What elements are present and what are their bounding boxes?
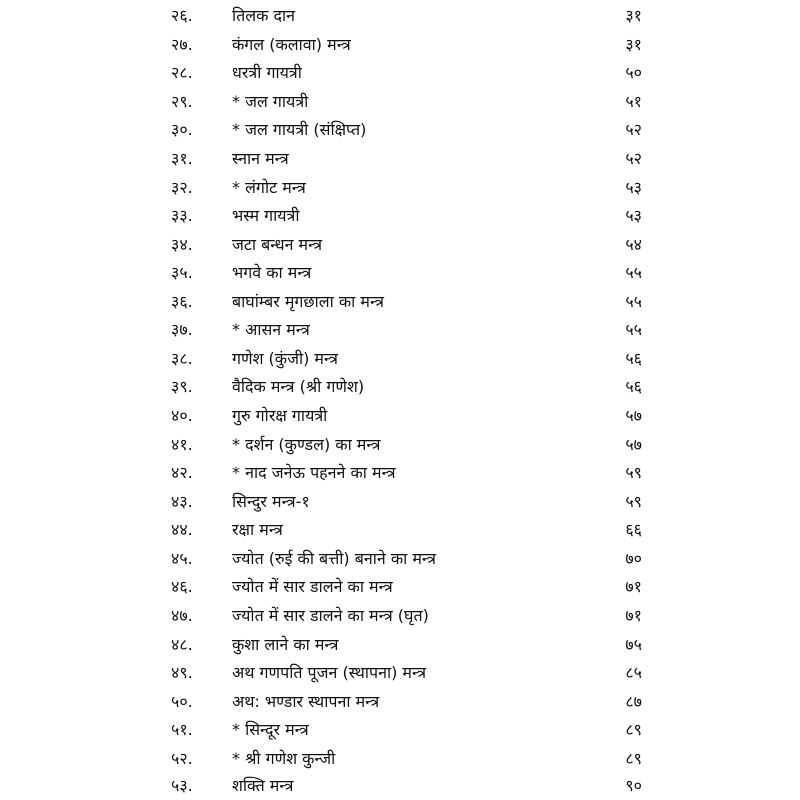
entry-page: ५६ [625, 377, 642, 396]
toc-row [0, 715, 800, 744]
entry-number: ३८. [171, 349, 193, 368]
toc-row [0, 515, 800, 544]
entry-page: ८७ [625, 692, 642, 711]
entry-number: ४६. [171, 577, 193, 596]
entry-title: * दर्शन (कुण्डल) का मन्त्र [232, 435, 381, 454]
entry-number: ४७. [171, 606, 193, 625]
toc-row [0, 1, 800, 30]
toc-row [0, 572, 800, 601]
entry-number: ४९. [171, 663, 193, 682]
entry-number: ४१. [171, 435, 193, 454]
entry-title: धरत्री गायत्री [232, 63, 302, 82]
entry-title: गुरु गोरक्ष गायत्री [232, 406, 328, 425]
entry-page: ५५ [625, 320, 642, 339]
entry-title: * नाद जनेऊ पहनने का मन्त्र [232, 463, 396, 482]
entry-title: * लंगोट मन्त्र [232, 178, 306, 197]
toc-row [0, 315, 800, 344]
entry-title: कुशा लाने का मन्त्र [232, 635, 339, 654]
toc-row [0, 115, 800, 144]
entry-page: ८९ [625, 749, 642, 768]
entry-page: ५९ [625, 492, 642, 511]
toc-row [0, 401, 800, 430]
entry-title: * जल गायत्री (संक्षिप्त) [232, 120, 367, 139]
toc-row [0, 344, 800, 373]
entry-page: ५२ [625, 120, 642, 139]
entry-number: २७. [171, 35, 193, 54]
entry-title: गणेश (कुंजी) मन्त्र [232, 349, 339, 368]
entry-number: ५०. [171, 692, 193, 711]
entry-title: रक्षा मन्त्र [232, 520, 283, 539]
entry-number: ४५. [171, 549, 193, 568]
entry-title: अथ: भण्डार स्थापना मन्त्र [232, 692, 380, 711]
entry-title: अथ गणपति पूजन (स्थापना) मन्त्र [232, 663, 427, 682]
entry-title: * श्री गणेश कुन्जी [232, 749, 336, 768]
entry-page: ५२ [625, 149, 642, 168]
toc-row [0, 372, 800, 401]
toc-row [0, 287, 800, 316]
entry-page: ५७ [625, 406, 642, 425]
entry-title: कंगल (कलावा) मन्त्र [232, 35, 351, 54]
entry-number: २८. [171, 63, 193, 82]
entry-number: ४२. [171, 463, 193, 482]
entry-number: ३४. [171, 235, 193, 254]
toc-row [0, 771, 800, 800]
entry-page: ७१ [625, 606, 642, 625]
entry-title: ज्योत (रुई की बत्ती) बनाने का मन्त्र [232, 549, 436, 568]
entry-title: * सिन्दूर मन्त्र [232, 720, 309, 739]
entry-number: ५१. [171, 720, 193, 739]
entry-number: ४४. [171, 520, 193, 539]
entry-title: * आसन मन्त्र [232, 320, 310, 339]
entry-page: ५५ [625, 292, 642, 311]
entry-title: वैदिक मन्त्र (श्री गणेश) [232, 377, 365, 396]
entry-number: ५३. [171, 776, 193, 795]
toc-row [0, 201, 800, 230]
entry-title: * जल गायत्री [232, 92, 309, 111]
entry-number: ३२. [171, 178, 193, 197]
entry-number: ३०. [171, 120, 193, 139]
entry-title: भगवे का मन्त्र [232, 263, 312, 282]
entry-number: ३९. [171, 377, 193, 396]
entry-page: ५६ [625, 349, 642, 368]
entry-page: ५५ [625, 263, 642, 282]
entry-title: सिन्दुर मन्त्र-१ [232, 492, 310, 511]
entry-page: ७५ [625, 635, 642, 654]
entry-number: ३५. [171, 263, 193, 282]
entry-number: ५२. [171, 749, 193, 768]
entry-title: बाघांम्बर मृगछाला का मन्त्र [232, 292, 384, 311]
entry-number: ४०. [171, 406, 193, 425]
entry-page: ५१ [625, 92, 642, 111]
entry-title: भस्म गायत्री [232, 206, 300, 225]
entry-title: ज्योत में सार डालने का मन्त्र [232, 577, 393, 596]
toc-row [0, 744, 800, 773]
entry-title: जटा बन्धन मन्त्र [232, 235, 323, 254]
entry-page: ५० [625, 63, 642, 82]
toc-row [0, 58, 800, 87]
entry-page: ६६ [625, 520, 642, 539]
entry-page: ८५ [625, 663, 642, 682]
toc-row [0, 230, 800, 259]
toc-row [0, 458, 800, 487]
toc-row [0, 173, 800, 202]
toc-row [0, 144, 800, 173]
entry-title: ज्योत में सार डालने का मन्त्र (घृत) [232, 606, 429, 625]
toc-row [0, 258, 800, 287]
entry-page: ३१ [625, 35, 642, 54]
toc-row [0, 487, 800, 516]
entry-page: ७० [625, 549, 642, 568]
entry-number: ४८. [171, 635, 193, 654]
entry-title: शक्ति मन्त्र [232, 776, 294, 795]
entry-page: ८९ [625, 720, 642, 739]
entry-page: ९० [625, 776, 642, 795]
entry-number: ३६. [171, 292, 193, 311]
toc-row [0, 87, 800, 116]
entry-page: ३१ [625, 6, 642, 25]
toc-row [0, 30, 800, 59]
entry-page: ५३ [625, 178, 642, 197]
toc-row [0, 687, 800, 716]
entry-page: ५७ [625, 435, 642, 454]
entry-page: ७१ [625, 577, 642, 596]
entry-page: ५३ [625, 206, 642, 225]
entry-number: २९. [171, 92, 193, 111]
entry-page: ५४ [625, 235, 642, 254]
entry-number: २६. [171, 6, 193, 25]
entry-title: तिलक दान [232, 6, 296, 25]
toc-row [0, 601, 800, 630]
toc-row [0, 658, 800, 687]
entry-number: ४३. [171, 492, 193, 511]
toc-row [0, 430, 800, 459]
entry-page: ५९ [625, 463, 642, 482]
toc-row [0, 544, 800, 573]
toc-row [0, 630, 800, 659]
entry-number: ३३. [171, 206, 193, 225]
entry-number: ३१. [171, 149, 193, 168]
entry-number: ३७. [171, 320, 193, 339]
entry-title: स्नान मन्त्र [232, 149, 289, 168]
